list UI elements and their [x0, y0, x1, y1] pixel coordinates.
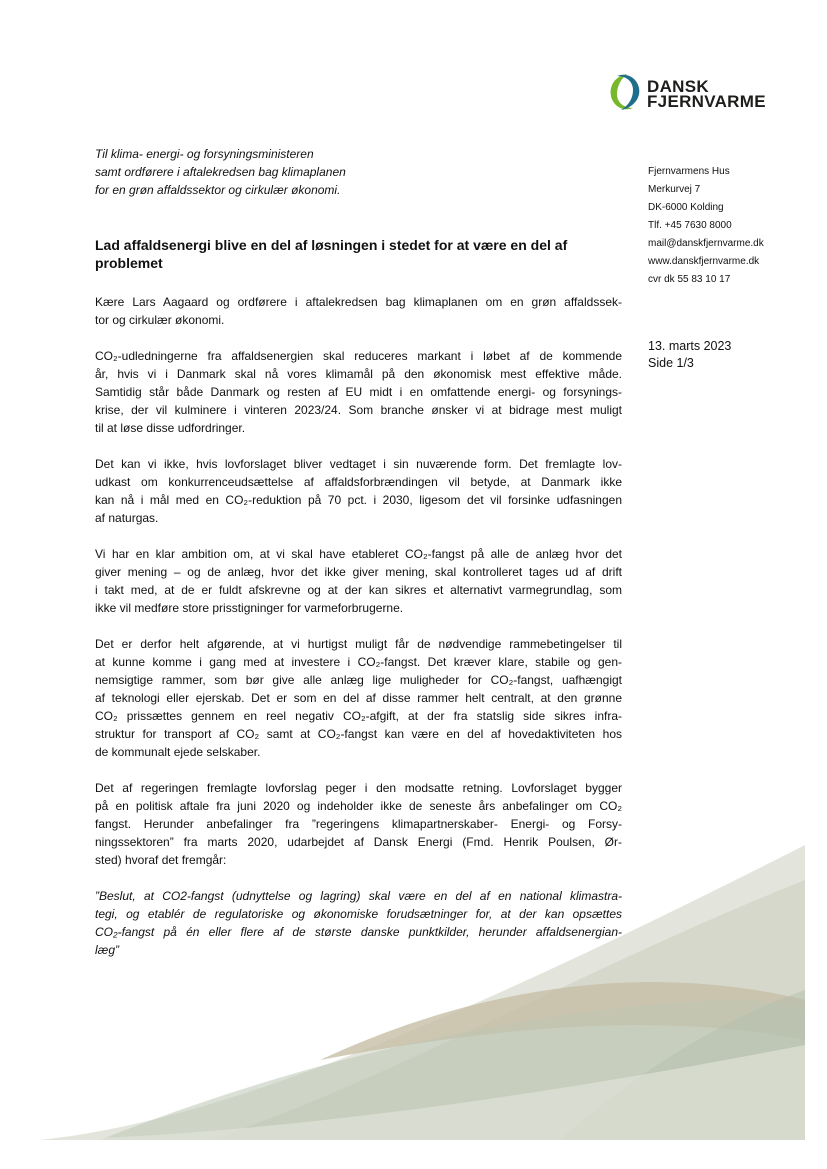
paragraph-line: sted) hvoraf det fremgår:: [95, 853, 227, 867]
headline-line: problemet: [95, 255, 163, 271]
paragraph-line: Det er derfor helt afgørende, at vi hurtigst muligt får de nødvendige rammebetingelser til: [95, 637, 622, 651]
quote-paragraph: [95, 887, 622, 959]
paragraph-line: Det af regeringen fremlagte lovforslag peger i den modsatte retning. Lovforslaget bygger: [95, 781, 622, 795]
body-paragraph: [95, 293, 622, 329]
paragraph-line: CO₂-fangst på én eller flere af de største danske punktkilder, herunder affaldsenergian-: [95, 925, 622, 939]
recipient-line: samt ordførere i aftalekredsen bag klimaplanen: [95, 165, 346, 179]
paragraph-line: Kære Lars Aagaard og ordførere i aftalekredsen bag klimaplanen om en grøn affaldssek-: [95, 295, 622, 309]
sender-cvr: cvr dk 55 83 10 17: [648, 274, 731, 285]
paragraph-line: de kommunalt ejede selskaber.: [95, 745, 261, 759]
logo-mark-icon: [607, 70, 643, 114]
logo-line-1: DANSK: [647, 77, 709, 96]
paragraph-line: nemsigtige rammer, som bør give alle anlæg lige muligheder for CO₂-fangst, uafhængigt: [95, 673, 622, 687]
paragraph-line: år, hvis vi i Danmark skal nå vores klimamål på den økonomisk mest effektive måde.: [95, 367, 622, 381]
dansk-fjernvarme-logo: [607, 70, 777, 114]
paragraph-line: CO₂-udledningerne fra affaldsenergien skal reduceres markant i løbet af de kommende: [95, 349, 622, 363]
body-paragraph: [95, 347, 622, 437]
paragraph-line: læg”: [95, 943, 120, 957]
sender-website: www.danskfjernvarme.dk: [648, 256, 760, 267]
letter-meta: [648, 338, 731, 372]
letter-date: 13. marts 2023: [648, 339, 732, 353]
paragraph-line: fangst. Herunder anbefalinger fra ”regeringens klimapartnerskaber- Energi- og Forsy-: [95, 817, 622, 831]
paragraph-line: giver mening – og de anlæg, hvor det ikke giver mening, skal kontrolleret tages ud af drift: [95, 565, 622, 579]
logo-wordmark: [647, 79, 766, 109]
paragraph-line: af naturgas.: [95, 511, 159, 525]
recipient-line: for en grøn affaldssektor og cirkulær økonomi.: [95, 183, 341, 197]
paragraph-line: Samtidig står både Danmark og resten af EU midt i en omfattende energi- og forsynings-: [95, 385, 622, 399]
paragraph-line: udkast om konkurrenceudsættelse af affaldsforbrændingen vil betyde, at Danmark ikke: [95, 475, 622, 489]
paragraph-line: struktur for transport af CO₂ samt at CO₂-fangst kan være en del af hovedaktiviteten hos: [95, 727, 622, 741]
letter-headline: [95, 236, 625, 272]
body-paragraph: [95, 545, 622, 617]
sender-address-block: [648, 163, 818, 289]
paragraph-line: krise, der vil kulminere i vinteren 2023/24. Som branche ønsker vi at bidrage mest muligt: [95, 403, 622, 417]
sender-name: Fjernvarmens Hus: [648, 166, 730, 177]
body-paragraph: [95, 455, 622, 527]
sender-phone: Tlf. +45 7630 8000: [648, 220, 732, 231]
sender-street: Merkurvej 7: [648, 184, 701, 195]
paragraph-line: Det kan vi ikke, hvis lovforslaget bliver vedtaget i sin nuværende form. Det fremlagte lov-: [95, 457, 622, 471]
recipient-block: [95, 145, 615, 199]
paragraph-line: kan nå i mål med en CO₂-reduktion på 70 pct. i 2030, ligesom det vil forsinke udfasningen: [95, 493, 622, 507]
paragraph-line: til at løse disse udfordringer.: [95, 421, 246, 435]
paragraph-line: at kunne komme i gang med at investere i CO₂-fangst. Det kræver klare, stabile og gen-: [95, 655, 622, 669]
headline-line: Lad affaldsenergi blive en del af løsningen i stedet for at være en del af: [95, 237, 568, 253]
paragraph-line: ”Beslut, at CO2-fangst (udnyttelse og lagring) skal være en del af en national klimastra-: [95, 889, 622, 903]
paragraph-line: CO₂ prissættes gennem en reel negativ CO₂-afgift, at der fra statslig side sikres infra-: [95, 709, 622, 723]
sender-city: DK-6000 Kolding: [648, 202, 724, 213]
paragraph-line: Vi har en klar ambition om, at vi skal have etableret CO₂-fangst på alle de anlæg hvor det: [95, 547, 622, 561]
letter-body: [95, 293, 622, 977]
paragraph-line: ikke vil medføre store prisstigninger for varmeforbrugerne.: [95, 601, 404, 615]
paragraph-line: af teknologi eller ejerskab. Det er som en del af disse rammer helt centralt, at den grønne: [95, 691, 622, 705]
recipient-line: Til klima- energi- og forsyningsministeren: [95, 147, 314, 161]
paragraph-line: i takt med, at de er fuldt afskrevne og at der kan sikres et alternativt varmegrundlag, som: [95, 583, 622, 597]
logo-line-2: FJERNVARME: [647, 92, 766, 111]
sender-email: mail@danskfjernvarme.dk: [648, 238, 764, 249]
page-number: Side 1/3: [648, 356, 694, 370]
paragraph-line: tegi, og etablér de regulatoriske og økonomiske forudsætninger for, at der kan opsættes: [95, 907, 622, 921]
paragraph-line: på en politisk aftale fra juni 2020 og indeholder ikke de seneste års anbefalinger om CO₂: [95, 799, 622, 813]
paragraph-line: ningssektoren” fra marts 2020, udarbejdet af Dansk Energi (Fmd. Henrik Poulsen, Ør-: [95, 835, 622, 849]
body-paragraph: [95, 635, 622, 761]
body-paragraph: [95, 779, 622, 869]
paragraph-line: tor og cirkulær økonomi.: [95, 313, 225, 327]
